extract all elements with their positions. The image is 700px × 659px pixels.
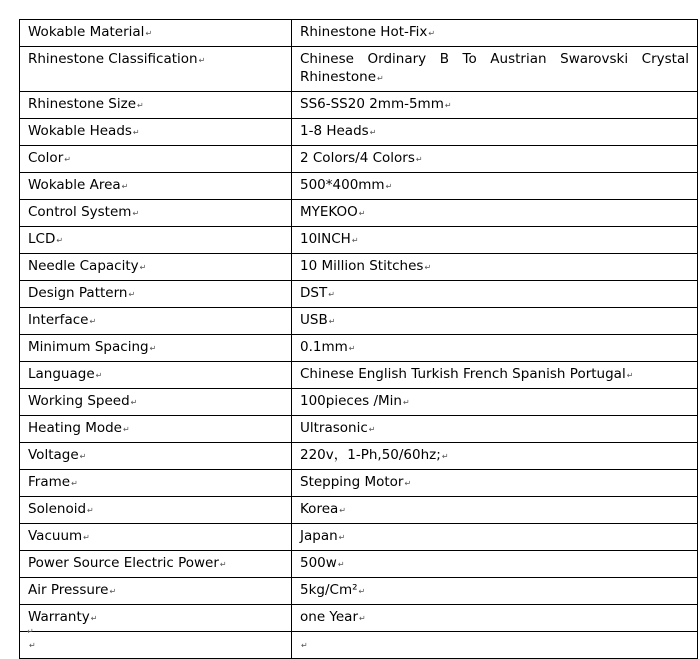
spec-label: Needle Capacity (28, 258, 139, 274)
paragraph-mark: ↵ (337, 560, 345, 569)
paragraph-mark: ↵ (339, 506, 346, 515)
spec-label: Power Source Electric Power (28, 555, 219, 571)
spec-label-cell (20, 524, 292, 551)
paragraph-mark: ↵ (137, 101, 144, 110)
spec-value: Japan (300, 528, 338, 544)
paragraph-mark: ↵ (132, 128, 140, 137)
spec-value: 220v，1-Ph,50/60hz; (300, 447, 441, 463)
spec-value-cell (292, 443, 698, 470)
paragraph-mark: ↵ (83, 533, 90, 542)
paragraph-mark: ↵ (219, 560, 227, 569)
paragraph-mark: ↵ (404, 479, 412, 488)
table-row (20, 200, 698, 227)
spec-value: 1-8 Heads (300, 123, 369, 139)
spec-value-cell (292, 47, 698, 92)
spec-label-cell (20, 605, 292, 632)
spec-label: Heating Mode (28, 420, 122, 436)
spec-label-cell (20, 92, 292, 119)
spec-label-cell (20, 362, 292, 389)
paragraph-mark: ↵ (358, 587, 366, 596)
spec-label: Interface (28, 312, 89, 328)
paragraph-mark: ↵ (198, 56, 206, 65)
spec-value: 10 Million Stitches (300, 258, 424, 274)
spec-value-cell (292, 551, 698, 578)
paragraph-mark: ↵ (71, 479, 78, 488)
spec-table-body (20, 20, 698, 659)
paragraph-mark: ↵ (428, 29, 436, 38)
spec-label: Wokable Material (28, 24, 145, 40)
paragraph-mark: ↵ (79, 452, 87, 461)
table-row (20, 308, 698, 335)
spec-value-cell (292, 497, 698, 524)
table-row (20, 632, 698, 659)
paragraph-mark: ↵ (145, 29, 153, 38)
table-row (20, 524, 698, 551)
spec-value-cell (292, 524, 698, 551)
paragraph-mark: ↵ (424, 263, 432, 272)
spec-label: Vacuum (28, 528, 83, 544)
spec-value: 10INCH (300, 231, 351, 247)
spec-label-cell (20, 173, 292, 200)
table-row (20, 443, 698, 470)
spec-value: MYEKOO (300, 204, 358, 220)
spec-value-cell (292, 389, 698, 416)
spec-value: 5kg/Cm² (300, 582, 358, 598)
spec-label: Language (28, 366, 95, 382)
spec-value-cell (292, 254, 698, 281)
spec-label-cell (20, 443, 292, 470)
paragraph-mark: ↵ (348, 344, 356, 353)
paragraph-mark: ↵ (139, 263, 147, 272)
paragraph-mark: ↵ (64, 155, 71, 164)
paragraph-mark: ↵ (351, 236, 359, 245)
spec-label-cell (20, 389, 292, 416)
paragraph-mark: ↵ (626, 371, 634, 380)
spec-table (19, 19, 698, 659)
paragraph-mark: ↵ (89, 317, 97, 326)
paragraph-mark: ↵ (328, 317, 336, 326)
spec-value-cell (292, 200, 698, 227)
table-row (20, 47, 698, 92)
spec-value-cell (292, 146, 698, 173)
spec-value-cell (292, 578, 698, 605)
table-row (20, 173, 698, 200)
table-row (20, 92, 698, 119)
spec-label: Solenoid (28, 501, 87, 517)
paragraph-mark: ↵ (122, 425, 130, 434)
spec-value: 500*400mm (300, 177, 385, 193)
paragraph-mark: ↵ (121, 182, 129, 191)
spec-label: Minimum Spacing (28, 339, 149, 355)
spec-label-cell (20, 47, 292, 92)
spec-label-cell (20, 632, 292, 659)
paragraph-mark: ↵ (328, 290, 335, 299)
spec-value-cell (292, 20, 698, 47)
spec-value-cell (292, 173, 698, 200)
table-row (20, 416, 698, 443)
spec-value-cell (292, 362, 698, 389)
spec-label-cell (20, 119, 292, 146)
paragraph-mark: ↵ (385, 182, 393, 191)
paragraph-mark: ↵ (369, 128, 377, 137)
spec-label-cell (20, 308, 292, 335)
spec-label-cell (20, 200, 292, 227)
paragraph-mark: ↵ (358, 209, 366, 218)
spec-value-cell (292, 227, 698, 254)
spec-label: Voltage (28, 447, 79, 463)
spec-label: Rhinestone Size (28, 96, 136, 112)
spec-value-cell (292, 308, 698, 335)
spec-value-cell (292, 92, 698, 119)
spec-value-cell (292, 335, 698, 362)
table-row (20, 362, 698, 389)
spec-value-cell (292, 281, 698, 308)
spec-label: Warranty (28, 609, 90, 625)
spec-label: LCD (28, 231, 56, 247)
paragraph-mark: ↵ (95, 371, 103, 380)
paragraph-mark: ↵ (29, 641, 36, 650)
paragraph-mark: ↵ (415, 155, 423, 164)
spec-label-cell (20, 497, 292, 524)
table-row (20, 281, 698, 308)
spec-label-cell (20, 20, 292, 47)
paragraph-mark: ↵ (109, 587, 117, 596)
table-row (20, 605, 698, 632)
paragraph-mark: ↵ (149, 344, 157, 353)
spec-label-cell (20, 254, 292, 281)
paragraph-mark: ↵ (87, 506, 94, 515)
table-row (20, 551, 698, 578)
spec-label-cell (20, 470, 292, 497)
paragraph-mark: ↵ (359, 614, 366, 623)
spec-label-cell (20, 416, 292, 443)
paragraph-mark: ↵ (301, 641, 308, 650)
spec-label-cell (20, 227, 292, 254)
spec-value: Ultrasonic (300, 420, 368, 436)
spec-value-cell (292, 632, 698, 659)
table-row (20, 254, 698, 281)
paragraph-mark: ↵ (402, 398, 410, 407)
spec-label-cell (20, 146, 292, 173)
paragraph-mark: ↵ (338, 533, 346, 542)
spec-label: Control System (28, 204, 132, 220)
table-row (20, 335, 698, 362)
paragraph-mark: ↵ (130, 398, 138, 407)
spec-label-cell (20, 281, 292, 308)
spec-label: Air Pressure (28, 582, 109, 598)
spec-label: Working Speed (28, 393, 130, 409)
table-row (20, 578, 698, 605)
spec-label: Wokable Heads (28, 123, 132, 139)
paragraph-mark: ↵ (128, 290, 136, 299)
paragraph-mark: ↵ (441, 452, 449, 461)
paragraph-mark: ↵ (132, 209, 140, 218)
spec-label: Wokable Area (28, 177, 121, 193)
spec-value: SS6-SS20 2mm-5mm (300, 96, 444, 112)
paragraph-mark: ↵ (368, 425, 376, 434)
spec-label: Rhinestone Classification (28, 51, 198, 67)
paragraph-mark: ↵ (444, 101, 452, 110)
spec-value-cell (292, 119, 698, 146)
spec-label: Color (28, 150, 64, 166)
paragraph-mark: ↵ (56, 236, 64, 245)
table-row (20, 119, 698, 146)
spec-value-cell (292, 605, 698, 632)
spec-value: USB (300, 312, 328, 328)
spec-value: Stepping Motor (300, 474, 404, 490)
table-row (20, 497, 698, 524)
table-row (20, 20, 698, 47)
table-row (20, 389, 698, 416)
table-row (20, 146, 698, 173)
spec-value: 500w (300, 555, 337, 571)
paragraph-mark: ↵ (27, 627, 34, 636)
spec-value: 0.1mm (300, 339, 348, 355)
spec-label-cell (20, 551, 292, 578)
spec-value-cell (292, 470, 698, 497)
table-row (20, 470, 698, 497)
spec-value: DST (300, 285, 328, 301)
spec-value: Rhinestone Hot-Fix (300, 24, 428, 40)
spec-value-cell (292, 416, 698, 443)
spec-value: one Year (300, 609, 358, 625)
spec-label-cell (20, 578, 292, 605)
spec-value: Korea (300, 501, 339, 517)
spec-value: 2 Colors/4 Colors (300, 150, 415, 166)
spec-value: Chinese English Turkish French Spanish Portugal (300, 366, 626, 382)
paragraph-mark: ↵ (377, 74, 384, 83)
spec-label-cell (20, 335, 292, 362)
paragraph-mark: ↵ (90, 614, 98, 623)
spec-value: Chinese Ordinary B To Austrian Swarovski Crystal Rhinestone (300, 51, 689, 85)
spec-value: 100pieces /Min (300, 393, 402, 409)
table-row (20, 227, 698, 254)
spec-label: Frame (28, 474, 71, 490)
spec-label: Design Pattern (28, 285, 128, 301)
